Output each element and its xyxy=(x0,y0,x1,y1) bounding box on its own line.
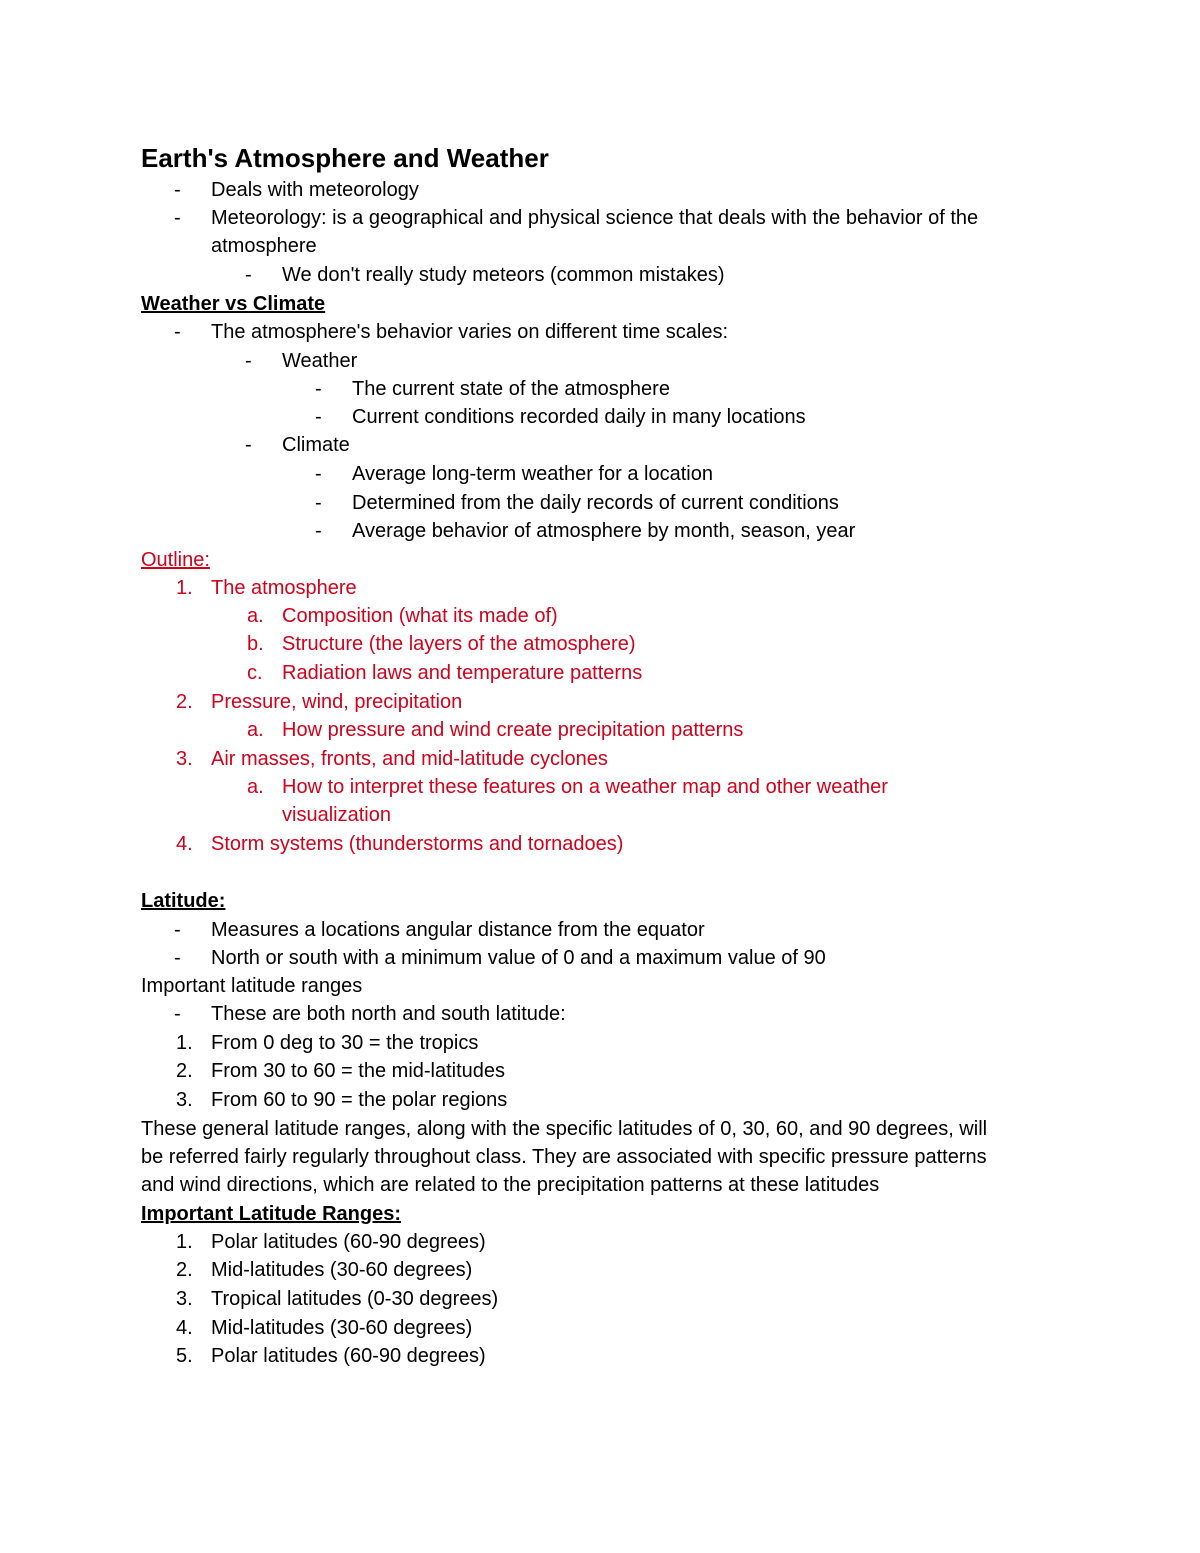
section-heading-important-ranges: Important Latitude Ranges: xyxy=(141,1203,402,1225)
outline-item: Air masses, fronts, and mid-latitude cyclones xyxy=(211,748,608,770)
list-number: 4. xyxy=(176,833,193,855)
list-letter: c. xyxy=(247,662,263,684)
outline-subitem-continuation: visualization xyxy=(282,804,391,826)
important-range-item: Tropical latitudes (0-30 degrees) xyxy=(211,1288,499,1310)
important-range-item: Polar latitudes (60-90 degrees) xyxy=(211,1345,486,1367)
outline-subitem: Radiation laws and temperature patterns xyxy=(282,662,643,684)
climate-detail: Average long-term weather for a location xyxy=(352,463,713,485)
list-letter: a. xyxy=(247,719,264,741)
bullet-marker: - xyxy=(174,1003,181,1025)
bullet-marker: - xyxy=(174,321,181,343)
bullet-marker: - xyxy=(315,463,322,485)
list-letter: a. xyxy=(247,605,264,627)
list-number: 4. xyxy=(176,1317,193,1339)
bullet-marker: - xyxy=(315,520,322,542)
outline-heading: Outline: xyxy=(141,549,210,571)
outline-item: The atmosphere xyxy=(211,577,357,599)
latitude-bullet: North or south with a minimum value of 0 and a maximum value of 90 xyxy=(211,947,826,969)
outline-item: Storm systems (thunderstorms and tornadoes) xyxy=(211,833,624,855)
intro-bullet: Deals with meteorology xyxy=(211,179,419,201)
bullet-marker: - xyxy=(174,919,181,941)
page-title: Earth's Atmosphere and Weather xyxy=(141,143,549,173)
latitude-bullet: Measures a locations angular distance from the equator xyxy=(211,919,705,941)
list-number: 3. xyxy=(176,748,193,770)
outline-subitem: How pressure and wind create precipitation patterns xyxy=(282,719,744,741)
latitude-paragraph-line: and wind directions, which are related to the precipitation patterns at these latitudes xyxy=(141,1174,880,1196)
bullet-marker: - xyxy=(174,207,181,229)
intro-subbullet: We don't really study meteors (common mistakes) xyxy=(282,264,725,286)
section-heading-latitude: Latitude: xyxy=(141,890,226,912)
latitude-range: From 30 to 60 = the mid-latitudes xyxy=(211,1060,506,1082)
bullet-marker: - xyxy=(174,947,181,969)
latitude-bullet: These are both north and south latitude: xyxy=(211,1003,566,1025)
weather-detail: Current conditions recorded daily in many locations xyxy=(352,406,806,428)
important-range-item: Polar latitudes (60-90 degrees) xyxy=(211,1231,486,1253)
section-heading-weather-climate: Weather vs Climate xyxy=(141,293,326,315)
latitude-paragraph-line: These general latitude ranges, along with the specific latitudes of 0, 30, 60, and 90 degrees, will xyxy=(141,1118,988,1140)
list-number: 1. xyxy=(176,1231,193,1253)
important-range-item: Mid-latitudes (30-60 degrees) xyxy=(211,1317,473,1339)
bullet-marker: - xyxy=(245,264,252,286)
latitude-range: From 0 deg to 30 = the tropics xyxy=(211,1032,479,1054)
bullet-marker: - xyxy=(315,492,322,514)
list-number: 3. xyxy=(176,1288,193,1310)
outline-subitem: Composition (what its made of) xyxy=(282,605,558,627)
intro-bullet-continuation: atmosphere xyxy=(211,235,317,257)
climate-detail: Determined from the daily records of current conditions xyxy=(352,492,839,514)
list-letter: b. xyxy=(247,633,264,655)
ranges-label: Important latitude ranges xyxy=(141,975,363,997)
list-number: 2. xyxy=(176,1060,193,1082)
weather-label: Weather xyxy=(282,350,358,372)
bullet-marker: - xyxy=(245,350,252,372)
list-number: 2. xyxy=(176,1259,193,1281)
bullet-marker: - xyxy=(245,434,252,456)
bullet-marker: - xyxy=(174,179,181,201)
list-number: 3. xyxy=(176,1089,193,1111)
list-letter: a. xyxy=(247,776,264,798)
list-number: 2. xyxy=(176,691,193,713)
list-number: 5. xyxy=(176,1345,193,1367)
weather-climate-bullet: The atmosphere's behavior varies on different time scales: xyxy=(211,321,729,343)
list-number: 1. xyxy=(176,577,193,599)
latitude-paragraph-line: be referred fairly regularly throughout class. They are associated with specific pressure patterns xyxy=(141,1146,987,1168)
list-number: 1. xyxy=(176,1032,193,1054)
bullet-marker: - xyxy=(315,378,322,400)
latitude-range: From 60 to 90 = the polar regions xyxy=(211,1089,508,1111)
bullet-marker: - xyxy=(315,406,322,428)
climate-label: Climate xyxy=(282,434,350,456)
weather-detail: The current state of the atmosphere xyxy=(352,378,670,400)
intro-bullet: Meteorology: is a geographical and physical science that deals with the behavior of the xyxy=(211,207,979,229)
outline-item: Pressure, wind, precipitation xyxy=(211,691,463,713)
climate-detail: Average behavior of atmosphere by month, season, year xyxy=(352,520,856,542)
important-range-item: Mid-latitudes (30-60 degrees) xyxy=(211,1259,473,1281)
outline-subitem: How to interpret these features on a weather map and other weather xyxy=(282,776,888,798)
outline-subitem: Structure (the layers of the atmosphere) xyxy=(282,633,636,655)
